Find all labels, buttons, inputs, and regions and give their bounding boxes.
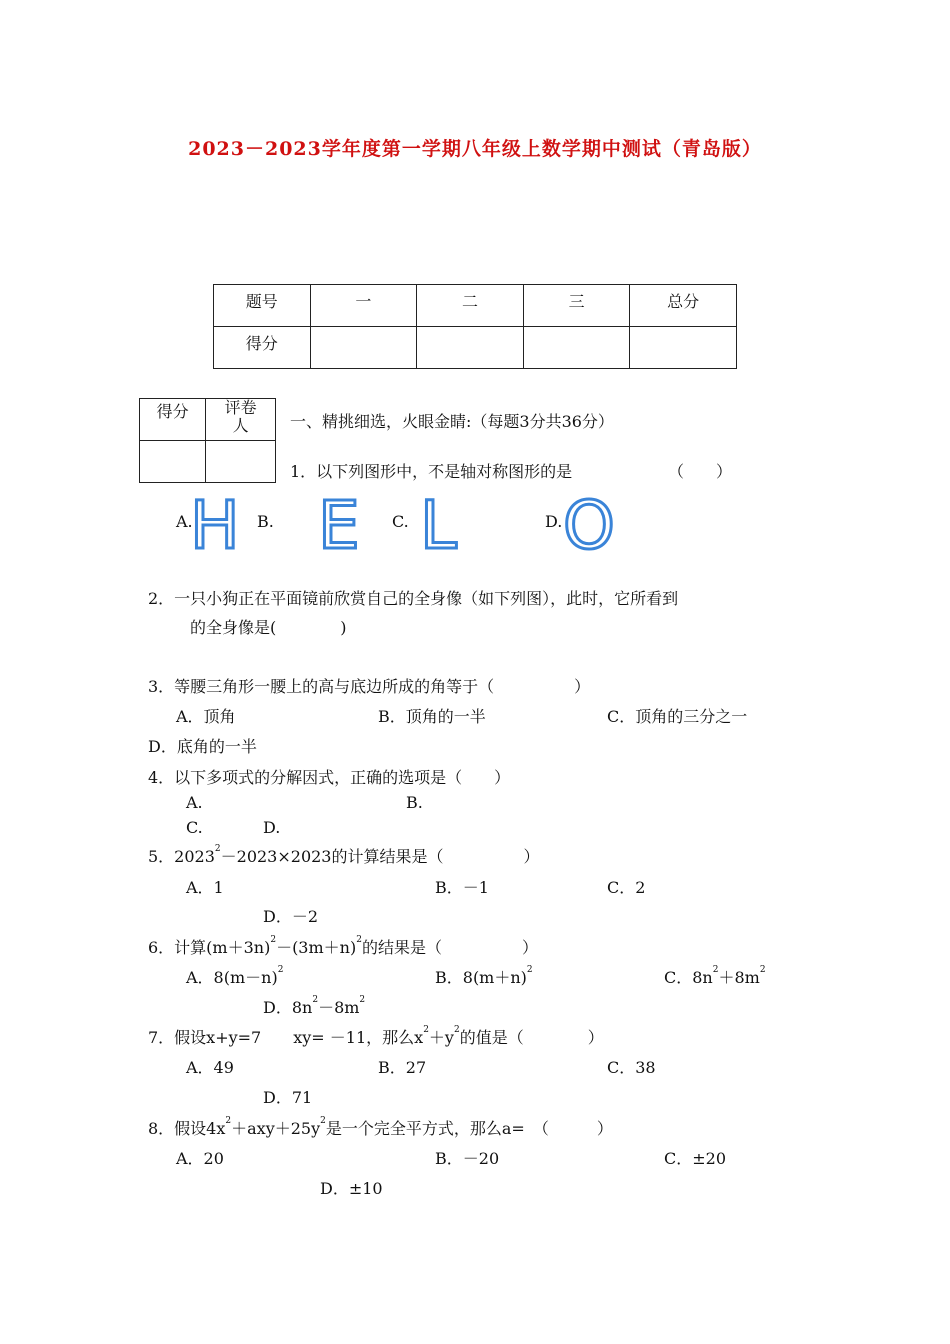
q4-option-a: A. [186, 793, 203, 812]
score-table-row-label: 得分 [214, 327, 311, 369]
q1-option-d-label: D. [545, 512, 563, 531]
score-table-header: 总分 [630, 285, 737, 327]
q1-option-a-letter: H [190, 487, 240, 564]
score-table-header: 三 [523, 285, 630, 327]
q8-option-d: D．±10 [320, 1179, 383, 1198]
q8-option-c: C．±20 [664, 1149, 727, 1168]
grader-table-grader-label: 评卷人 [206, 399, 276, 441]
question-1-answer-paren: （ ） [668, 462, 733, 481]
q6-option-a: A．$8(m-n)^2$ [186, 965, 284, 987]
q7-option-d: D．71 [263, 1088, 313, 1107]
q5-option-c: C．2 [607, 878, 646, 897]
question-3-stem: 3．等腰三角形一腰上的高与底边所成的角等于（ ） [148, 677, 591, 696]
q6-option-d: D．$8n^2-8m^2$ [263, 995, 366, 1017]
grader-score-cell[interactable] [140, 441, 206, 483]
score-table-header-row [214, 285, 737, 327]
grader-table-score-label: 得分 [140, 399, 206, 441]
q3-option-c: C．顶角的三分之一 [607, 707, 748, 726]
q3-option-a: A．顶角 [176, 707, 236, 726]
question-4-stem: 4．以下多项式的分解因式，正确的选项是（ ） [148, 768, 511, 787]
q3-option-b: B．顶角的一半 [378, 707, 486, 726]
score-table-header: 一 [310, 285, 417, 327]
score-table-header: 二 [417, 285, 524, 327]
question-6-stem: 6．计算$(m+3n)^2-(3m+n)^2$的结果是（ ） [148, 935, 538, 957]
score-cell[interactable] [523, 327, 630, 369]
grader-name-cell[interactable] [206, 441, 276, 483]
q1-option-c-letter: L [420, 487, 457, 564]
q7-option-b: B．27 [378, 1058, 427, 1077]
page-title: 2023－2023学年度第一学期八年级上数学期中测试（青岛版） [188, 138, 762, 160]
q8-option-a: A．20 [176, 1149, 224, 1168]
q6-option-c: C．$8n^2+8m^2$ [664, 965, 766, 987]
question-5-stem: 5．$2023^2-2023\times 2023$的计算结果是（ ） [148, 844, 540, 866]
question-1-stem: 1．以下列图形中，不是轴对称图形的是 [290, 462, 573, 481]
grader-table [139, 398, 276, 483]
score-cell[interactable] [630, 327, 737, 369]
section-heading: 一、精挑细选，火眼金睛:（每题3分共36分） [290, 412, 614, 431]
q4-option-d: D. [263, 818, 281, 837]
q4-option-c: C. [186, 818, 203, 837]
score-table [213, 284, 737, 369]
question-2-stem-line2: 的全身像是( ) [190, 618, 347, 637]
q5-option-d: D．－2 [263, 907, 319, 926]
question-7-stem: 7．假设x+y=7 xy= －11，那么$x^2+y^2$的值是（ ） [148, 1025, 604, 1047]
q1-option-d-letter: O [563, 487, 615, 564]
question-2-stem-line1: 2．一只小狗正在平面镜前欣赏自己的全身像（如下列图），此时，它所看到 [148, 589, 679, 608]
score-table-header: 题号 [214, 285, 311, 327]
score-table-score-row [214, 327, 737, 369]
score-cell[interactable] [417, 327, 524, 369]
q3-option-d: D．底角的一半 [148, 737, 257, 756]
q1-option-c-label: C. [392, 512, 409, 531]
q1-option-a-label: A. [176, 512, 193, 531]
q7-option-c: C．38 [607, 1058, 656, 1077]
q6-option-b: B．$8(m+n)^2$ [435, 965, 533, 987]
q5-option-a: A．1 [186, 878, 224, 897]
q7-option-a: A．49 [186, 1058, 234, 1077]
q5-option-b: B．－1 [435, 878, 489, 897]
q1-option-b-letter: E [318, 487, 360, 564]
q4-option-b: B. [406, 793, 423, 812]
question-8-stem: 8．假设$4x^2+axy+25y^2$是一个完全平方式，那么a= （ ） [148, 1116, 613, 1138]
q1-option-b-label: B. [257, 512, 274, 531]
score-cell[interactable] [310, 327, 417, 369]
q8-option-b: B．－20 [435, 1149, 500, 1168]
